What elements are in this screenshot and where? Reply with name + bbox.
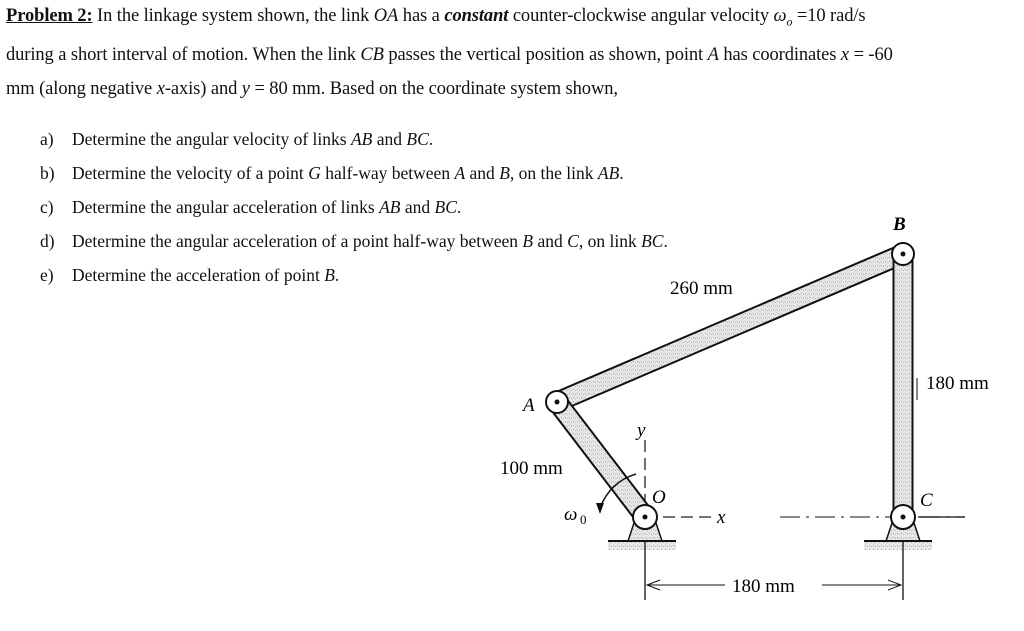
omega-sub: 0: [580, 512, 587, 527]
question-text: .: [334, 265, 340, 285]
question-text: and: [372, 129, 407, 149]
dim-ab-label: 260 mm: [670, 278, 733, 299]
question-text: B: [522, 231, 534, 251]
text: A: [707, 45, 719, 65]
question-text: and: [465, 163, 500, 183]
question-label: e): [40, 265, 54, 285]
text: x: [840, 45, 850, 65]
question-text: Determine the acceleration of point: [72, 265, 325, 285]
question-label: b): [40, 163, 55, 183]
question-text: Determine the angular velocity of links: [72, 129, 351, 149]
pin-o: [633, 505, 657, 529]
question-text: .: [619, 163, 624, 183]
pin-b: [892, 243, 914, 265]
question-text: C: [567, 231, 579, 251]
question-text: .: [456, 197, 462, 217]
text: during a short interval of motion. When the link: [6, 45, 361, 65]
text: OA: [373, 6, 399, 26]
text: mm (along negative: [6, 79, 157, 99]
text: =10 rad/s: [792, 6, 866, 26]
pin-c: [891, 505, 915, 529]
question-label: c): [40, 197, 54, 217]
question-label: d): [40, 231, 55, 251]
problem-heading: Problem 2:: [6, 6, 93, 26]
question-text: half-way between: [320, 163, 455, 183]
text: has a: [398, 6, 445, 26]
text: y: [241, 79, 250, 99]
dim-cb-label: 180 mm: [926, 373, 989, 394]
question-text: BC: [406, 129, 429, 149]
label-b: B: [893, 214, 906, 235]
question-text: G: [308, 163, 321, 183]
text: ω: [773, 6, 787, 26]
question-text: and: [400, 197, 435, 217]
question-text: A: [454, 163, 466, 183]
question-text: Determine the velocity of a point: [72, 163, 309, 183]
omega-label: ω: [564, 504, 578, 525]
text: constant: [444, 6, 509, 26]
question-text: BC: [641, 231, 664, 251]
text: o: [786, 14, 793, 29]
question-text: AB: [379, 197, 401, 217]
question-label: a): [40, 129, 54, 149]
question-text: AB: [350, 129, 373, 149]
label-x-axis: x: [717, 507, 726, 528]
label-y-axis: y: [637, 420, 646, 441]
text: In the linkage system shown, the link: [92, 6, 374, 26]
question-text: Determine the angular acceleration of links: [72, 197, 380, 217]
text: has coordinates: [718, 45, 841, 65]
label-a: A: [523, 395, 535, 416]
pin-a: [546, 391, 568, 413]
text: -axis) and: [164, 79, 242, 99]
question-text: , on link: [578, 231, 642, 251]
text: x: [156, 79, 165, 99]
arrowhead-icon: [596, 503, 604, 514]
dim-oc-label: 180 mm: [732, 576, 795, 597]
question-text: .: [663, 231, 668, 251]
question-text: BC: [434, 197, 457, 217]
question-text: AB: [597, 163, 620, 183]
question-text: B: [324, 265, 335, 285]
link-oa: [557, 402, 645, 517]
link-ab: [557, 254, 903, 402]
text: counter-clockwise angular velocity: [508, 6, 774, 26]
text: passes the vertical position as shown, point: [383, 45, 708, 65]
text: CB: [360, 45, 384, 65]
text: = -60: [849, 45, 893, 65]
question-text: , on the link: [509, 163, 598, 183]
question-text: .: [428, 129, 434, 149]
question-text: Determine the angular acceleration of a point half-way between: [72, 231, 523, 251]
text: = 80 mm. Based on the coordinate system shown,: [249, 79, 618, 99]
dim-oa-label: 100 mm: [500, 458, 563, 479]
label-c: C: [920, 490, 933, 511]
question-text: B: [499, 163, 510, 183]
question-text: and: [533, 231, 568, 251]
label-o: O: [652, 487, 666, 508]
